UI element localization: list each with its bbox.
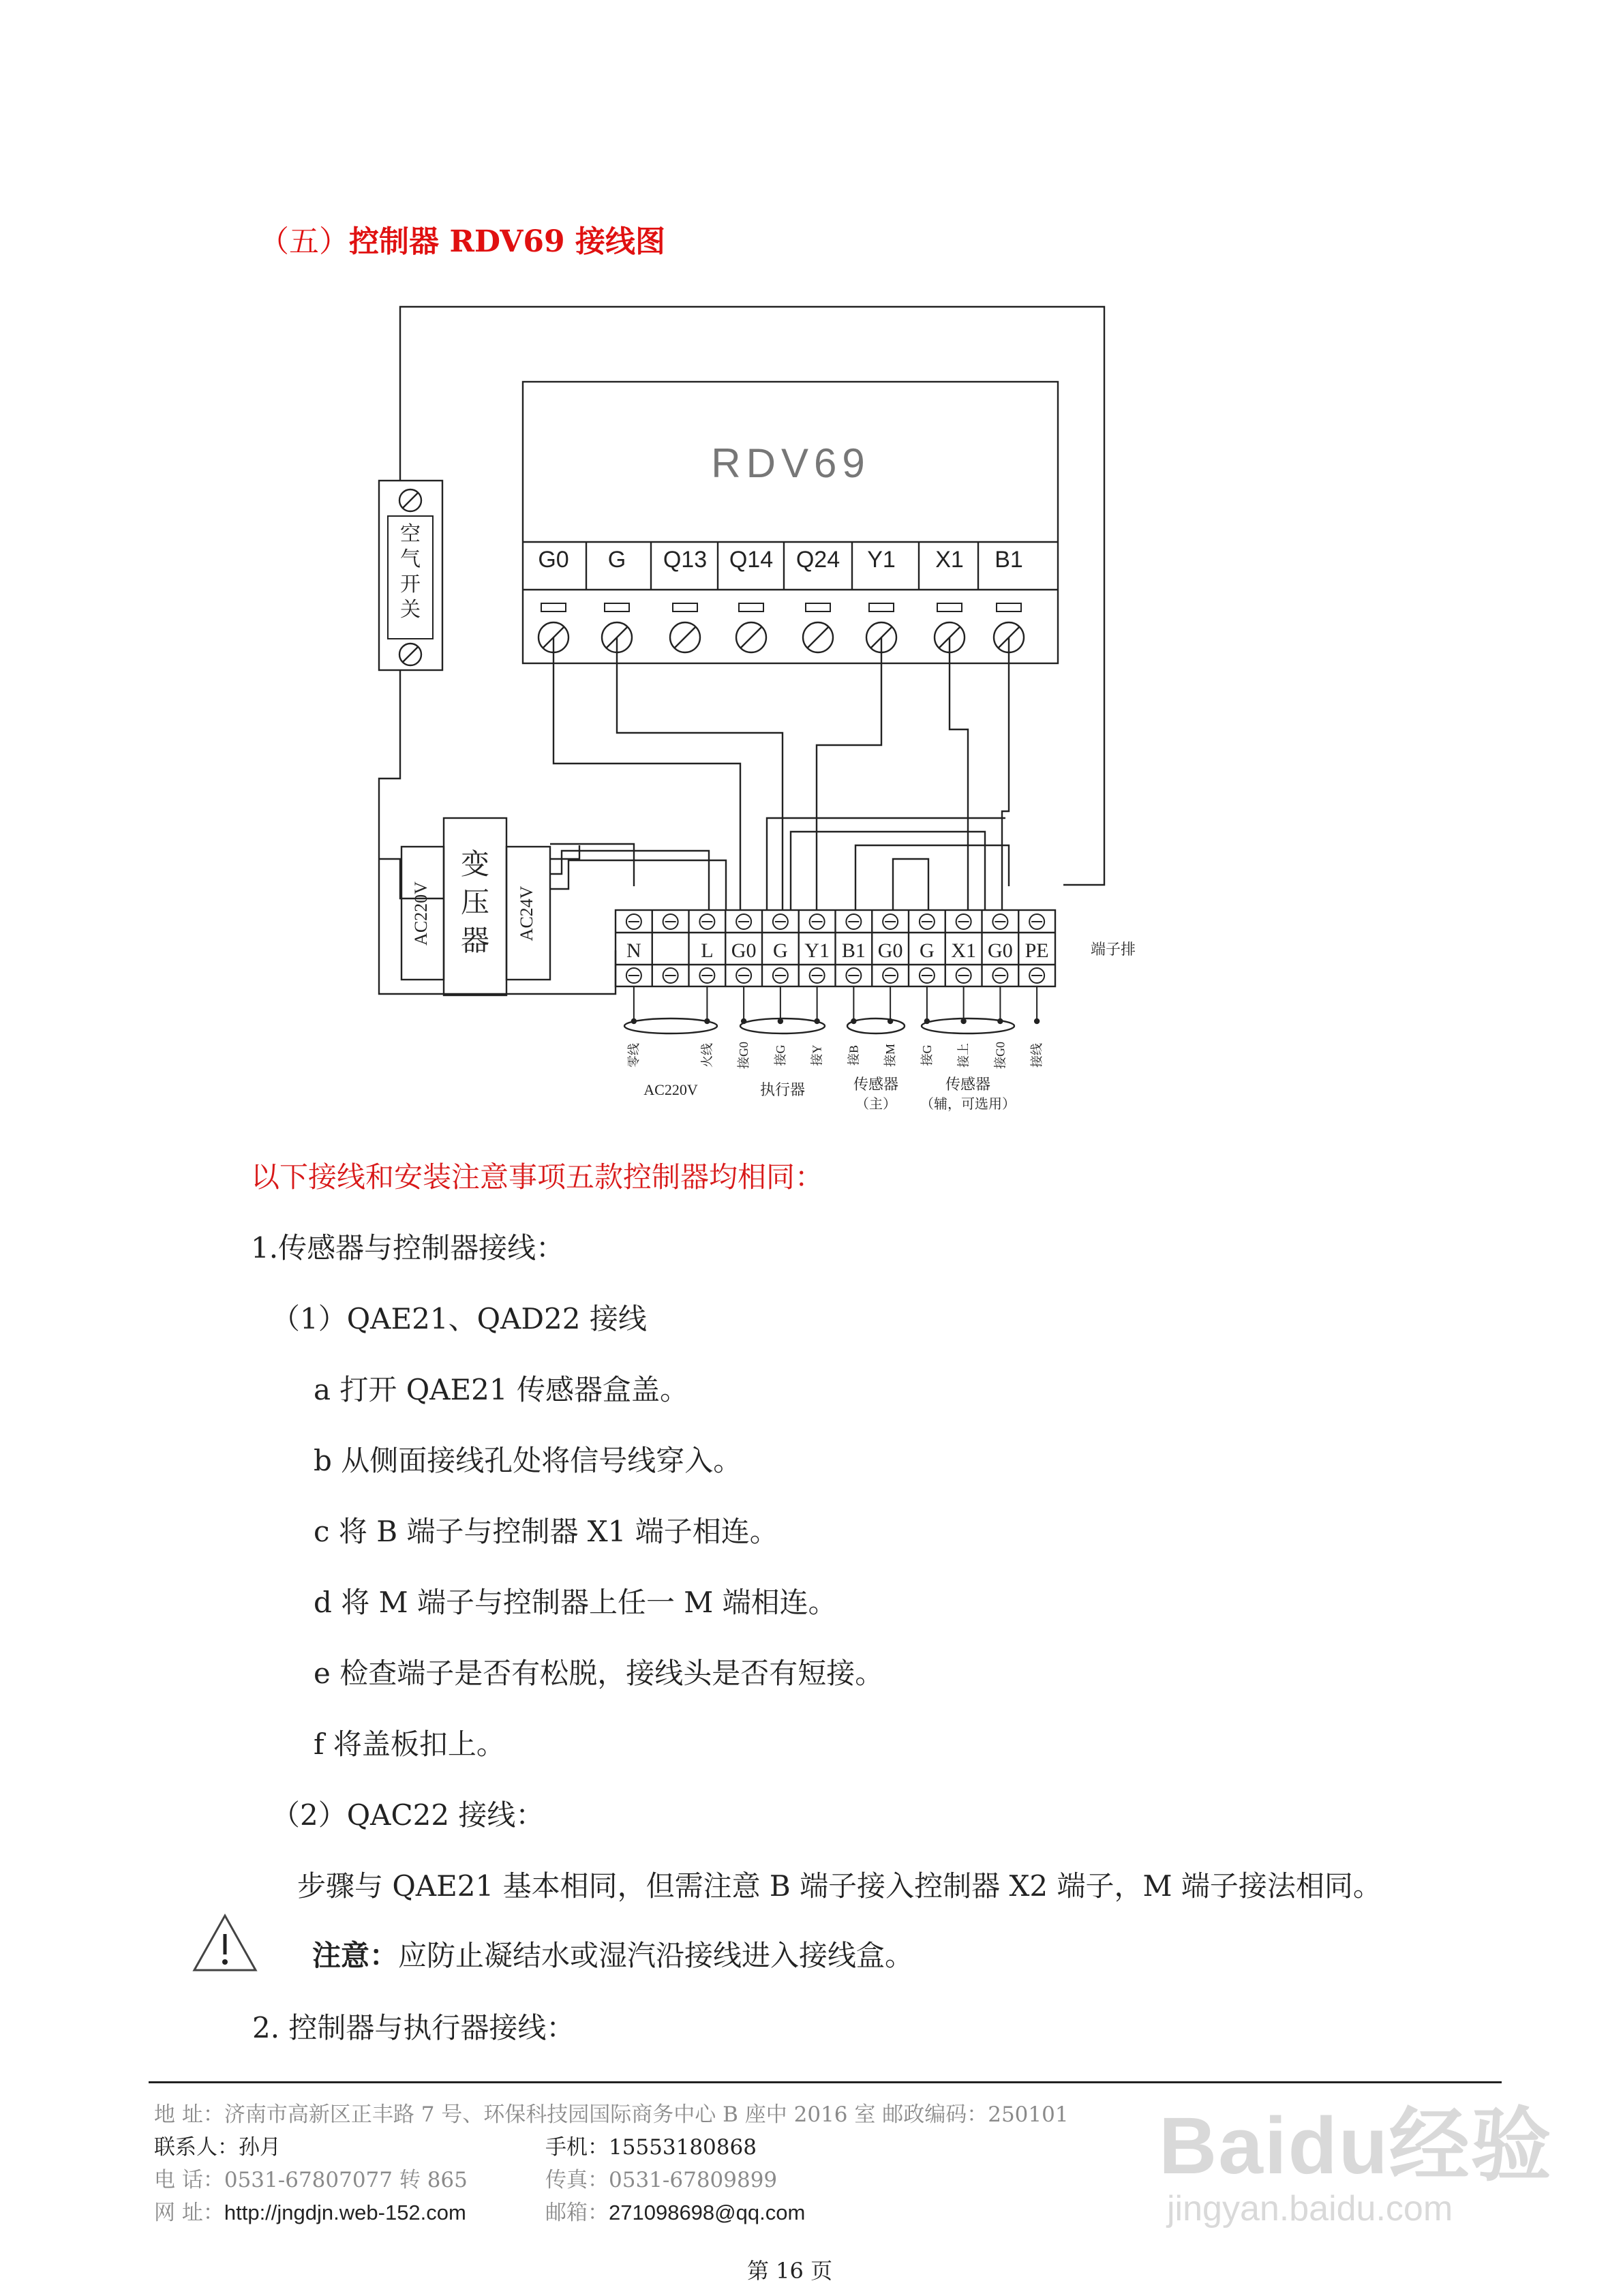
loop-wire [400, 307, 1104, 885]
controller-terminal-indicator [739, 603, 763, 611]
controller-terminal-indicator [806, 603, 830, 611]
footer-email-row [545, 2195, 805, 2226]
breaker-char-3: 开 [400, 573, 421, 596]
sub1-title: （1）QAE21、QAD22 接线 [271, 1302, 647, 1335]
group-ellipse-sensor-aux [922, 1018, 1014, 1033]
controller-terminal-indicator [869, 603, 894, 611]
wire-b1 [1002, 637, 1009, 910]
wire-label: 火线 [700, 1043, 714, 1068]
group-ellipse-ac220 [624, 1018, 717, 1033]
section-heading-paren: （五） [259, 224, 349, 259]
breaker-screw-bottom-slot [402, 646, 419, 663]
wire-label: 接M [883, 1043, 898, 1068]
warning-text: 应防止凝结水或湿汽沿接线进入接线盒。 [398, 1939, 914, 1972]
footer-web-label: 网 址： [154, 2201, 224, 2225]
terminal-strip-label: 端子排 [1091, 941, 1136, 958]
warning-label: 注意： [312, 1939, 399, 1972]
group-ellipse-sensor-main [847, 1018, 905, 1033]
footer-mobile: 手机：15553180868 [545, 2135, 757, 2160]
transformer-char-3: 器 [460, 926, 490, 957]
wire-label: 接上 [956, 1043, 971, 1068]
controller-terminal-indicator [997, 603, 1021, 611]
footer-phone: 电 话：0531-67807077 转 865 [154, 2168, 468, 2192]
group-sub-sensor-aux: （辅，可选用） [920, 1097, 1016, 1112]
controller-model: RDV69 [711, 440, 870, 486]
controller-terminal-y1: Y1 [867, 547, 896, 573]
page-number: 第 16 页 [747, 2258, 833, 2284]
strip-terminal-label: L [701, 939, 714, 962]
sub1-step-d: d 将 M 端子与控制器上任一 M 端相连。 [314, 1586, 837, 1619]
sub2-text: 步骤与 QAE21 基本相同，但需注意 B 端子接入控制器 X2 端子，M 端子接法相同。 [297, 1869, 1382, 1903]
section-heading-text: 控制器 RDV69 接线图 [349, 224, 665, 259]
controller-terminal-screw-slot [675, 627, 695, 648]
wire-y1 [817, 637, 881, 910]
watermark-url: jingyan.baidu.com [1167, 2189, 1453, 2229]
sub1-step-c: c 将 B 端子与控制器 X1 端子相连。 [314, 1515, 778, 1548]
footer-fax: 传真：0531-67809899 [545, 2168, 778, 2192]
breaker-char-1: 空 [400, 523, 421, 545]
strip-terminal-label: B1 [841, 939, 866, 962]
wire-lead-end [778, 1019, 783, 1023]
wiring-diagram [341, 293, 1159, 1138]
wire-label: 接G [920, 1044, 934, 1066]
wire-lead-end [1035, 1019, 1039, 1023]
wire-label: 接线 [1030, 1043, 1044, 1068]
footer-email-link[interactable]: 271098698@qq.com [609, 2201, 806, 2224]
step1-title: 1.传感器与控制器接线： [251, 1231, 565, 1265]
sub1-step-e: e 检查端子是否有松脱，接线头是否有短接。 [314, 1657, 884, 1690]
strip-terminal-label: G0 [877, 939, 903, 962]
sub2-title: （2）QAC22 接线： [271, 1798, 545, 1832]
warning-line [312, 1933, 913, 1974]
wire-label: 接Y [810, 1044, 824, 1066]
sub1-step-f: f 将盖板扣上。 [314, 1727, 505, 1761]
controller-terminal-screw-slot [808, 627, 828, 648]
breaker-screw-top-slot [402, 492, 419, 509]
breaker-char-2: 气 [400, 548, 421, 571]
strip-terminal-label: N [626, 939, 641, 962]
controller-terminal-indicator [605, 603, 629, 611]
controller-terminal-indicator [541, 603, 566, 611]
wire-24v-b [550, 860, 726, 910]
strip-terminal-label: G0 [988, 939, 1013, 962]
group-sub-sensor-main: （主） [855, 1097, 896, 1112]
controller-terminal-labels [538, 547, 1022, 573]
group-label-ac220: AC220V [643, 1081, 698, 1098]
controller-terminal-q13: Q13 [663, 547, 708, 573]
wire-g0 [553, 637, 740, 910]
group-label-sensor-aux: 传感器 [945, 1076, 991, 1093]
group-label-actuator: 执行器 [759, 1081, 806, 1098]
controller-terminal-screw-slot [741, 627, 761, 648]
wire-x1 [950, 637, 968, 910]
wire-leads [627, 986, 1044, 1069]
wire-label: 零线 [626, 1043, 641, 1068]
group-label-sensor-main: 传感器 [853, 1076, 899, 1093]
controller-terminal-q24: Q24 [795, 547, 840, 573]
section-heading [259, 217, 665, 260]
footer-web-link[interactable]: http://jngdjn.web-152.com [224, 2201, 466, 2224]
wire-label: 接G0 [993, 1042, 1007, 1069]
footer-email-label: 邮箱： [545, 2201, 609, 2225]
strip-terminal-label: PE [1025, 939, 1049, 962]
footer-contact: 联系人：孙月 [154, 2135, 281, 2160]
footer-web-row [154, 2195, 466, 2226]
controller-terminal-b1: B1 [995, 547, 1023, 573]
terminal-strip [616, 910, 1055, 986]
sub1-step-b: b 从侧面接线孔处将信号线穿入。 [314, 1444, 742, 1477]
controller-terminal-x1: X1 [935, 547, 964, 573]
strip-terminal-label: G [773, 939, 788, 962]
strip-terminal-label: Y1 [804, 939, 830, 962]
transformer-output-label: AC24V [517, 886, 536, 941]
transformer-input-label: AC220V [411, 881, 431, 946]
wire-label: 接G0 [737, 1042, 751, 1069]
breaker-char-4: 关 [400, 599, 421, 621]
strip-terminal-label: G [920, 939, 935, 962]
sub1-step-a: a 打开 QAE21 传感器盒盖。 [314, 1373, 688, 1406]
warning-icon [191, 1912, 259, 1974]
transformer-char-1: 变 [460, 849, 490, 881]
wire-bus-2 [791, 832, 985, 910]
controller-terminal-indicator [673, 603, 697, 611]
controller-terminal-indicator [937, 603, 962, 611]
wire-transformer-l [550, 845, 579, 859]
step2-title: 2. 控制器与执行器接线： [252, 2011, 575, 2044]
wire-bus-3 [855, 845, 1009, 910]
wire-label: 接B [847, 1044, 861, 1066]
wire-lead-end [962, 1019, 966, 1023]
controller-terminal-g0: G0 [538, 547, 569, 573]
wire-bus-4 [893, 859, 928, 910]
watermark-brand: Baidu经验 [1159, 2101, 1553, 2191]
controller-terminal-q14: Q14 [729, 547, 774, 573]
controller-terminal-g: G [607, 547, 626, 573]
transformer-char-2: 压 [460, 888, 490, 919]
strip-terminal-label: G0 [731, 939, 757, 962]
controller-body [523, 382, 1058, 663]
footer-address: 地 址：济南市高新区正丰路 7 号、环保科技园国际商务中心 B 座中 2016 室 邮政编码：250101 [154, 2102, 1069, 2127]
strip-terminal-label: X1 [951, 939, 976, 962]
wire-g [617, 637, 783, 910]
wire-label: 接G [773, 1044, 787, 1066]
intro-note: 以下接线和安装注意事项五款控制器均相同： [251, 1160, 824, 1194]
